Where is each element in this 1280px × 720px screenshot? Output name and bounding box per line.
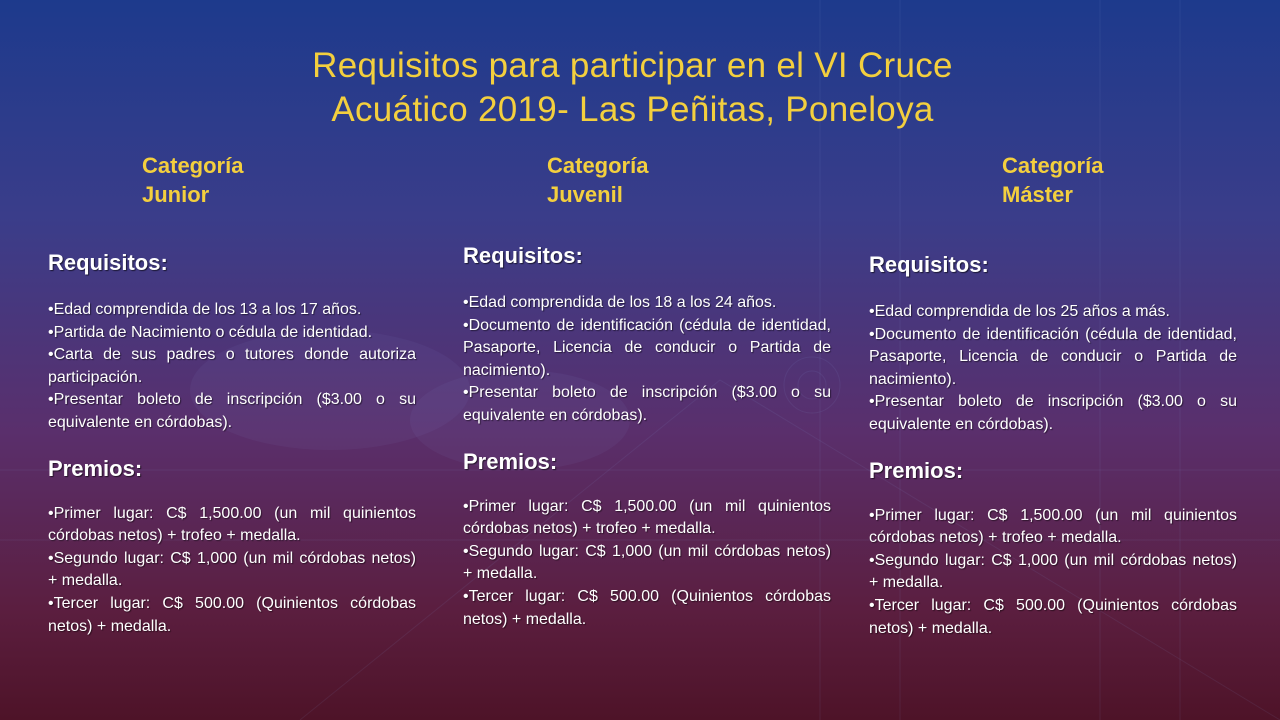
title-line-2: Acuático 2019- Las Peñitas, Poneloya xyxy=(331,90,934,129)
requirement-item: •Presentar boleto de inscripción ($3.00 o su equivalente en córdobas). xyxy=(869,393,1237,433)
prize-item: •Segundo lugar: C$ 1,000 (un mil córdobas netos) + medalla. xyxy=(48,549,416,590)
category-name: Juvenil xyxy=(547,182,623,207)
category-name: Junior xyxy=(142,182,210,207)
category-juvenil-heading xyxy=(547,151,648,209)
requirement-item: •Documento de identificación (cédula de identidad, Pasaporte, Licencia de conducir o Partida de nacimiento). xyxy=(869,325,1237,388)
page-title xyxy=(0,44,1265,132)
requirement-item: •Partida de Nacimiento o cédula de identidad. xyxy=(48,323,373,341)
requirements-list xyxy=(869,301,1237,437)
requirement-item: •Documento de identificación (cédula de identidad, Pasaporte, Licencia de conducir o Partida de nacimiento). xyxy=(463,316,831,379)
prize-item: •Tercer lugar: C$ 500.00 (Quinientos córdobas netos) + medalla. xyxy=(463,587,831,628)
requirement-item: •Presentar boleto de inscripción ($3.00 o su equivalente en córdobas). xyxy=(48,391,416,431)
category-label: Categoría xyxy=(1002,153,1104,178)
requirement-item: •Edad comprendida de los 13 a los 17 años. xyxy=(48,301,362,318)
junior-column xyxy=(48,249,416,638)
category-name: Máster xyxy=(1002,182,1073,207)
prizes-list xyxy=(463,496,831,632)
prize-item: •Tercer lugar: C$ 500.00 (Quinientos córdobas netos) + medalla. xyxy=(869,596,1237,637)
prizes-heading: Premios: xyxy=(463,448,558,474)
requirement-item: •Edad comprendida de los 25 años a más. xyxy=(869,303,1170,320)
category-label: Categoría xyxy=(547,153,649,178)
prize-item: •Primer lugar: C$ 1,500.00 (un mil quinientos córdobas netos) + trofeo + medalla. xyxy=(463,497,831,538)
prizes-list xyxy=(48,503,416,639)
prize-item: •Primer lugar: C$ 1,500.00 (un mil quinientos córdobas netos) + trofeo + medalla. xyxy=(869,506,1237,547)
requirements-heading: Requisitos: xyxy=(869,252,989,277)
category-label: Categoría xyxy=(142,153,244,178)
requirement-item: •Presentar boleto de inscripción ($3.00 o su equivalente en córdobas). xyxy=(463,384,831,424)
prize-item: •Segundo lugar: C$ 1,000 (un mil córdobas netos) + medalla. xyxy=(463,542,831,583)
requirement-item: •Carta de sus padres o tutores donde autoriza participación. xyxy=(48,346,416,386)
prizes-list xyxy=(869,505,1237,641)
juvenil-column xyxy=(463,242,831,631)
prize-item: •Segundo lugar: C$ 1,000 (un mil córdobas netos) + medalla. xyxy=(869,551,1237,592)
title-line-1: Requisitos para participar en el VI Cruce xyxy=(312,46,953,85)
prizes-heading: Premios: xyxy=(869,457,964,483)
prize-item: •Tercer lugar: C$ 500.00 (Quinientos córdobas netos) + medalla. xyxy=(48,594,416,635)
requirements-heading: Requisitos: xyxy=(48,250,168,275)
master-column xyxy=(869,251,1237,640)
requirement-item: •Edad comprendida de los 18 a los 24 años. xyxy=(463,294,777,311)
requirements-list xyxy=(463,292,831,428)
category-master-heading xyxy=(1002,151,1103,209)
prizes-heading: Premios: xyxy=(48,455,143,481)
prize-item: •Primer lugar: C$ 1,500.00 (un mil quinientos córdobas netos) + trofeo + medalla. xyxy=(48,504,416,545)
requirements-heading: Requisitos: xyxy=(463,243,583,268)
category-junior-heading xyxy=(142,151,243,209)
requirements-list xyxy=(48,299,416,435)
